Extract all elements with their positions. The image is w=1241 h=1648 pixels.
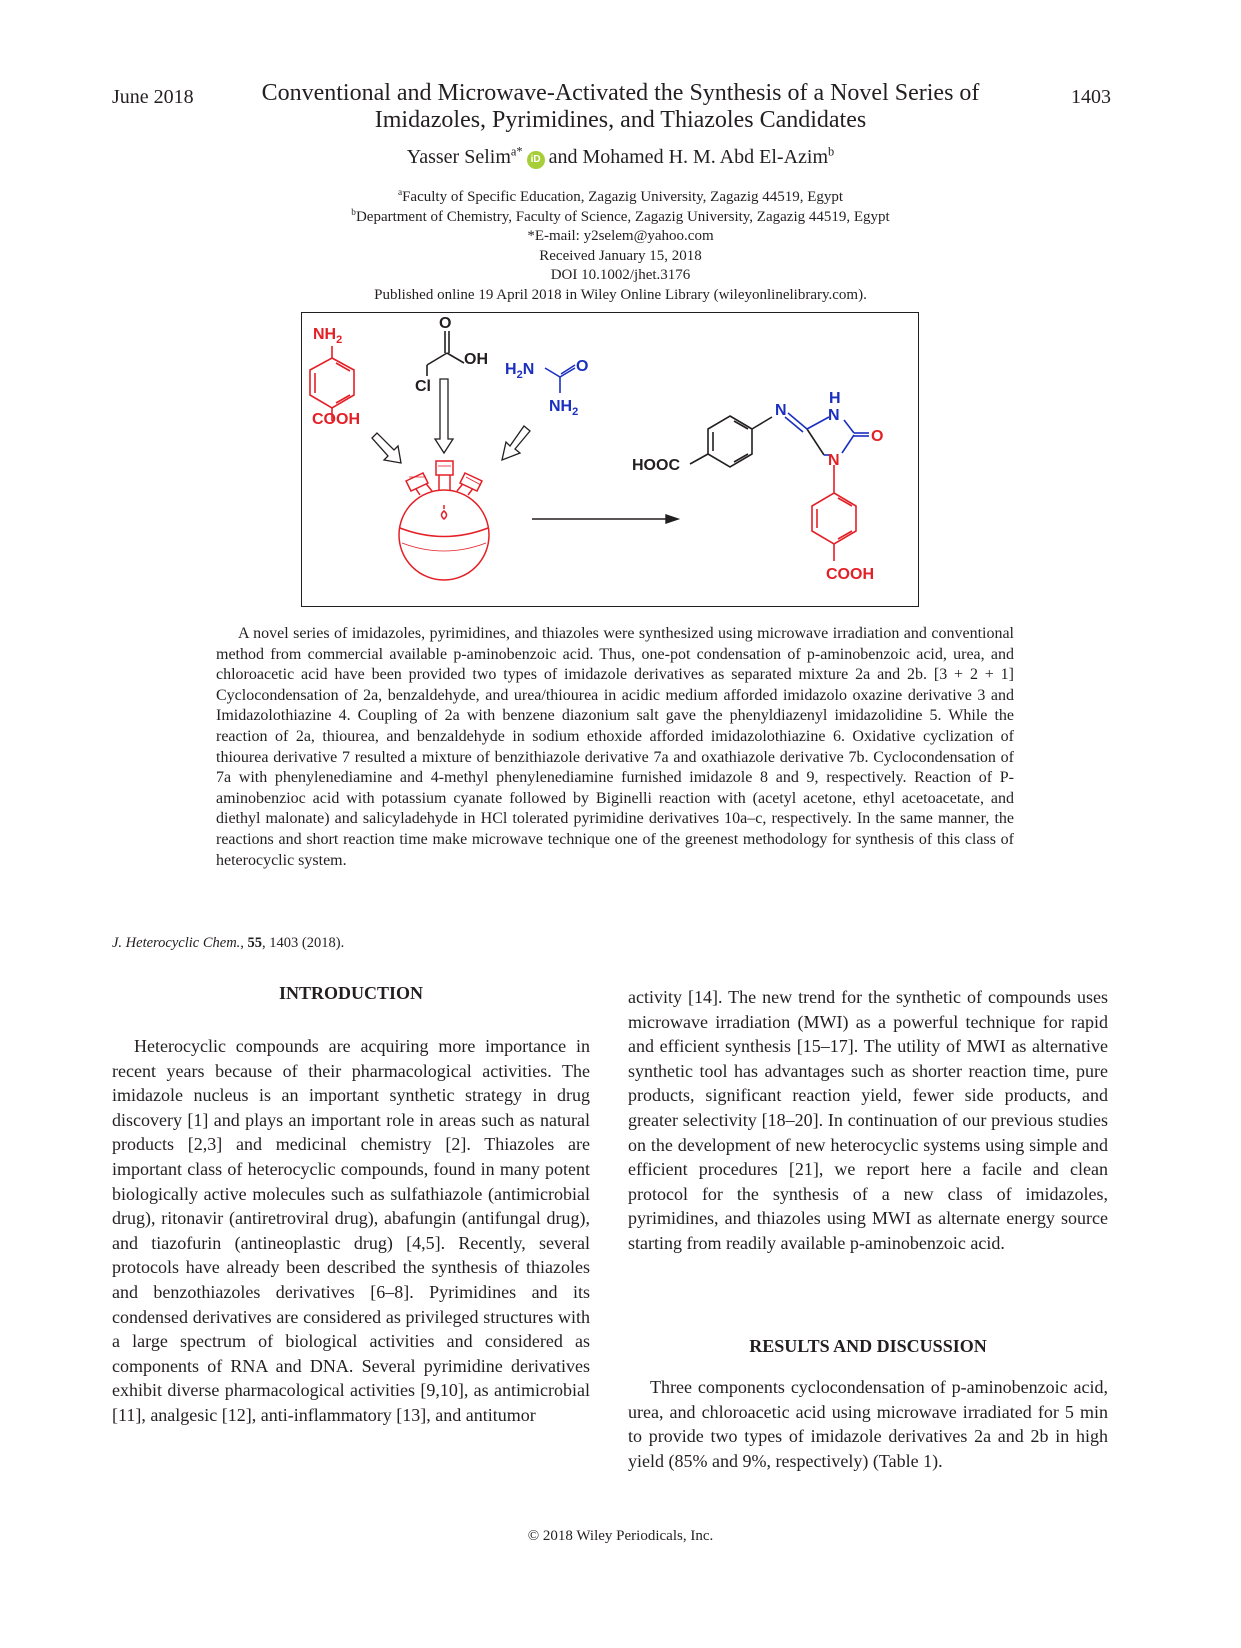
- article-title: [230, 80, 1011, 134]
- author-2[interactable]: Mohamed H. M. Abd El-Azim: [582, 146, 828, 168]
- title-line-2: Imidazoles, Pyrimidines, and Thiazoles Candidates: [374, 107, 867, 133]
- page-number: 1403: [1071, 86, 1111, 108]
- product-structure: [690, 413, 869, 561]
- citation-journal: J. Heterocyclic Chem.: [112, 935, 241, 951]
- citation: J. Heterocyclic Chem., 55, 1403 (2018).: [112, 935, 345, 951]
- title-line-1: Conventional and Microwave-Activated the Synthesis of a Novel Series of: [261, 80, 980, 106]
- author-1-affil: a*: [510, 144, 523, 159]
- cooh-label-2: COOH: [826, 566, 874, 583]
- author-1[interactable]: Yasser Selim: [406, 146, 511, 168]
- affiliations: [230, 188, 1011, 305]
- right-column: [628, 985, 1108, 1256]
- ring-n-label: N: [828, 452, 840, 469]
- results-heading: RESULTS AND DISCUSSION: [749, 1336, 987, 1356]
- reaction-arrow: [532, 515, 678, 523]
- citation-volume: 55: [247, 935, 263, 951]
- journal-date: June 2018: [112, 86, 194, 108]
- introduction-paragraph-2: activity [14]. The new trend for the synthetic of compounds uses microwave irradiation (MWI) as a powerful technique for rapid and efficient synthesis [15–17]. The utility of MWI as alternative synthetic tool has advantages such as shorter reaction time, pure products, significant reaction yield, fewer side products, and greater selectivity [18–20]. In continuation of our previous studies on the development of new heterocyclic systems using simple and efficient procedures [21], we report here a facile and clean protocol for the synthesis of a new class of imidazoles, pyrimidines, and thiazoles using MWI as alternate energy source starting from readily available p-aminobenzoic acid.: [628, 987, 1108, 1253]
- author-connector: and: [548, 146, 578, 168]
- round-bottom-flask-icon: [399, 461, 489, 580]
- urea-o-label: O: [576, 358, 589, 375]
- affiliation-a: $^a$Faculty of Specific Education, Zagazig University, Zagazig 44519, Egypt: [397, 188, 844, 205]
- aminobenzoic-acid-structure: [310, 346, 354, 421]
- copyright-footer: © 2018 Wiley Periodicals, Inc.: [527, 1528, 714, 1544]
- results-paragraph-1: Three components cyclocondensation of p-aminobenzoic acid, urea, and chloroacetic acid using microwave irradiated for 5 min to provide two types of imidazole derivatives 2a and 2b in high yield (85% and 9%, respectively) (Table 1).: [628, 1377, 1108, 1471]
- h2n-label: $H_2N$: [505, 361, 535, 381]
- received-date: Received January 15, 2018: [539, 247, 702, 264]
- results-column: [628, 1375, 1108, 1473]
- orcid-icon[interactable]: iD: [527, 151, 545, 169]
- citation-pages: , 1403 (2018).: [262, 935, 345, 951]
- hooc-label: HOOC: [632, 457, 680, 474]
- author-2-affil: b: [828, 144, 835, 159]
- nh-n-label: N: [828, 407, 840, 424]
- author-list: [230, 146, 1011, 169]
- imine-n-label: N: [775, 402, 787, 419]
- nh2-label-1: $NH_2$: [313, 326, 343, 346]
- affiliation-b: $^b$Department of Chemistry, Faculty of Science, Zagazig University, Zagazig 44519, Egypt: [351, 207, 890, 225]
- oh-label: OH: [464, 351, 488, 368]
- cl-label: Cl: [415, 378, 431, 395]
- left-column: [112, 1034, 590, 1428]
- o-label-top: O: [439, 315, 452, 332]
- cooh-label-1: COOH: [312, 411, 360, 428]
- introduction-heading: INTRODUCTION: [278, 983, 424, 1003]
- introduction-paragraph-1: Heterocyclic compounds are acquiring more importance in recent years because of their pharmacological activities. The imidazole nucleus is an important synthetic strategy in drug discovery [1] and plays an important role in areas such as natural products [2,3] and medicinal chemistry [2]. Thiazoles are important class of heterocyclic compounds, found in many potent biologically active molecules such as sulfathiazole (antimicrobial drug), ritonavir (antiretroviral drug), abafungin (antifungal drug), and tiazofurin (antineoplastic drug) [4,5]. Recently, several protocols have already been described the synthesis of thiazoles and benzothiazoles derivatives [6–8]. Pyrimidines and its condensed derivatives are considered as privileged structures with a large spectrum of biological activities and considered as components of RNA and DNA. Several pyrimidine derivatives exhibit diverse pharmacological activities [9,10], as antimicrobial [11], analgesic [12], anti-inflammatory [13], and antitumor: [112, 1036, 590, 1425]
- abstract: [216, 624, 1014, 871]
- chloroacetic-acid-structure: [427, 331, 464, 376]
- nh-h-label: H: [829, 390, 841, 407]
- urea-structure: [545, 365, 575, 393]
- graphical-abstract-scheme: [301, 312, 919, 607]
- reagent-arrows: [372, 379, 530, 463]
- contact-email[interactable]: *E-mail: y2selem@yahoo.com: [527, 228, 714, 244]
- doi[interactable]: DOI 10.1002/jhet.3176: [550, 267, 691, 283]
- abstract-text: A novel series of imidazoles, pyrimidines, and thiazoles were synthesized using microwave irradiation and conventional method from commercial available p-aminobenzoic acid. Thus, one-pot condensation of p-aminobenzoic acid, urea, and chloroacetic acid have been provided two types of imidazole derivatives as separated mixture 2a and 2b. [3 + 2 + 1] Cyclocondensation of 2a, benzaldehyde, and urea/thiourea in acidic medium afforded imidazolo oxazine derivative 3 and Imidazolothiazine 4. Coupling of 2a with benzene diazonium salt gave the phenyldiazenyl imidazolidine 5. While the reaction of 2a, thiourea, and benzaldehyde in sodium ethoxide afforded imidazolothiazine 6. Oxidative cyclization of thiourea derivative 7 resulted a mixture of benzithiazole derivative 7a and oxathiazole derivative 7b. Cyclocondensation of 7a with phenylenediamine and 4-methyl phenylenediamine furnished imidazole 8 and 9, respectively. Reaction of P-aminobenzioc acid with potassium cyanate followed by Biginelli reaction with (acetyl acetone, ethyl acetoacetate, and diethyl malonate) and salicyladehyde in HCl tolerated pyrimidine derivatives 10a–c, respectively. In the same manner, the reactions and short reaction time make microwave technique one of the greenest methodology for synthesis of this class of heterocyclic system.: [216, 625, 1014, 869]
- urea-nh2-label: $NH_2$: [549, 398, 579, 418]
- published-info: Published online 19 April 2018 in Wiley Online Library (wileyonlinelibrary.com).: [374, 286, 867, 303]
- carbonyl-o-label: O: [871, 428, 884, 445]
